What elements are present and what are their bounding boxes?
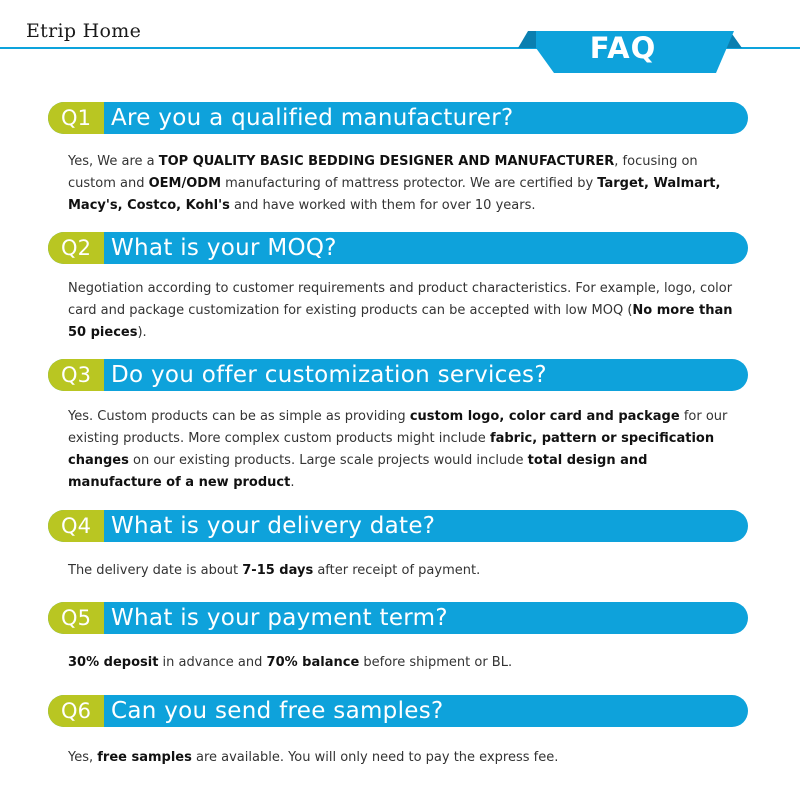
answer-text: The delivery date is about: [68, 563, 243, 578]
question-bar-q5: [48, 602, 748, 634]
answer-text: in advance and: [158, 655, 267, 670]
question-number: Q4: [48, 510, 104, 542]
answer-highlight: Target, Walmart, Macy's, Costco, Kohl's: [68, 176, 721, 213]
answer-text: Yes,: [68, 750, 98, 765]
answer-q2: [68, 278, 736, 344]
answer-text: are available. You will only need to pay the express fee.: [191, 750, 559, 765]
answer-q1: [68, 151, 736, 217]
answer-q4: [68, 560, 736, 582]
answer-text: and have worked with them for over 10 years.: [229, 198, 536, 213]
question-text: What is your MOQ?: [111, 235, 337, 261]
question-number: Q6: [48, 695, 104, 727]
question-bar-q2: [48, 232, 748, 264]
question-number: Q2: [48, 232, 104, 264]
question-text: What is your payment term?: [111, 605, 448, 631]
question-bar-q4: [48, 510, 748, 542]
answer-q6: [68, 747, 736, 769]
answer-text: Negotiation according to customer requirements and product characteristics. For example, logo, color card and package customization for existing products can be accepted with low MOQ (: [68, 281, 733, 318]
answer-q3: [68, 406, 736, 494]
question-text: Are you a qualified manufacturer?: [111, 105, 514, 131]
faq-title: FAQ: [589, 31, 657, 65]
answer-text: , focusing on custom and: [68, 154, 698, 191]
answer-text: Yes, We are a: [68, 154, 159, 169]
question-bar-q6: [48, 695, 748, 727]
answer-q5: [68, 652, 736, 674]
answer-highlight: free samples: [97, 750, 192, 765]
answer-text: Yes. Custom products can be as simple as providing: [68, 409, 410, 424]
answer-text: ).: [137, 325, 147, 340]
answer-highlight: custom logo, color card and package: [409, 409, 680, 424]
answer-text: after receipt of payment.: [313, 563, 481, 578]
answer-text: for our existing products. More complex custom products might include: [68, 409, 728, 446]
answer-highlight: fabric, pattern or specification changes: [68, 431, 715, 468]
answer-highlight: total design and manufacture of a new product: [68, 453, 648, 490]
answer-highlight: 30% deposit: [68, 655, 159, 670]
question-text: What is your delivery date?: [111, 513, 436, 539]
answer-text: on our existing products. Large scale projects would include: [128, 453, 528, 468]
question-number: Q1: [48, 102, 104, 134]
question-bar-q3: [48, 359, 748, 391]
answer-highlight: 70% balance: [266, 655, 360, 670]
answer-text: manufacturing of mattress protector. We are certified by: [221, 176, 598, 191]
answer-text: .: [290, 475, 295, 490]
answer-highlight: TOP QUALITY BASIC BEDDING DESIGNER AND MANUFACTURER: [158, 154, 615, 169]
answer-highlight: No more than 50 pieces: [68, 303, 733, 340]
question-text: Can you send free samples?: [111, 698, 444, 724]
answer-text: before shipment or BL.: [359, 655, 513, 670]
answer-highlight: 7-15 days: [242, 563, 314, 578]
question-bar-q1: [48, 102, 748, 134]
question-number: Q3: [48, 359, 104, 391]
answer-highlight: OEM/ODM: [148, 176, 222, 191]
brand-name: Etrip Home: [26, 20, 142, 42]
question-number: Q5: [48, 602, 104, 634]
question-text: Do you offer customization services?: [111, 362, 547, 388]
